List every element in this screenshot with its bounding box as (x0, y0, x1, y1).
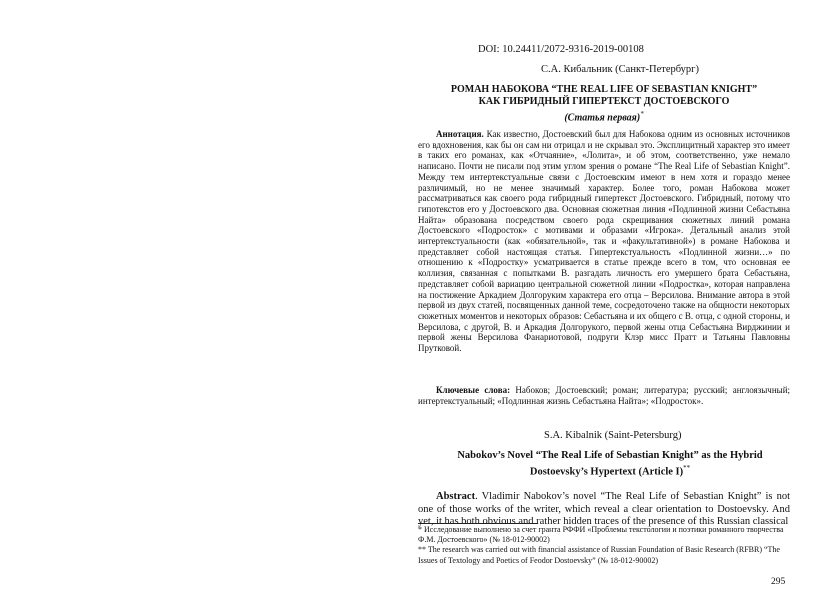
title-ru-line2: КАК ГИБРИДНЫЙ ГИПЕРТЕКСТ ДОСТОЕВСКОГО (478, 96, 730, 107)
journal-page (418, 0, 820, 609)
footnote-divider (418, 523, 538, 524)
title-en-line2 (452, 462, 768, 479)
title-ru (418, 84, 790, 124)
subtitle-ru-text: (Статья первая) (564, 112, 641, 124)
abstract-ru-text: Как известно, Достоевский был для Набокова одним из основных источников его вдохновения, как бы он сам ни отрицал и не скрывал это. Эксплицитный характер это имеет в таких его романах, как «Отчаяние», «Лолита», и об этом, соответственно, уже немало написано. Почти не писали под этим углом зрения о романе “The Real Life of Sebastian Knight”. Между тем интертекстуальные связи с Достоевским имеют в нем хотя и гораздо менее различимый, но не менее значимый характер. Более того, роман Набокова может рассматриваться как своего рода гибридный гипертекст Достоевского. Гибридный, потому что гипотекстов его у Достоевского два. Основная сюжетная линия «Подлинной жизни Себастьяна Найта» образована посредством своего рода скрещивания сюжетных линий романа Достоевского «Подросток» с мотивами и образами «Игрока». Детальный анализ этой интертекстуальности (как «обязательной», так и «факультативной») в романе Набокова и представляет собой настоящая статья. Гипертекстуальность «Подлинной жизни…» по отношению к «Подростку» усматривается в статье прежде всего в том, что основная ее коллизия, связанная с попытками В. разгадать личность его умершего брата Себастьяна, представляет собой вариацию центральной сюжетной линии «Подростка», которая направлена на постижение Аркадием Долгоруким характера его отца – Версилова. Внимание автора в этой первой из двух статей, посвященных данной теме, сосредоточено также на общности некоторых сюжетных моментов и некоторых образов: Себастьяна и их общего с В. отца, с одной стороны, и Версилова, с другой, В. и Аркадия Долгорукого, первой жены отца Себастьяна Вирджинии и первой жены Версилова Фанариотовой, подруги Клэр мисс Пратт и Татьяны Павловны Прутковой. (418, 129, 790, 354)
footnote-en-grant: ** The research was carried out with financial assistance of Russian Foundation of Basic Research (RFBR) “The Issues of Textology and Poetics of Feodor Dostoevsky” (№ 18-012-90002) (418, 545, 780, 565)
author-ru: С.А. Кибальник (Санкт-Петербург) (541, 64, 699, 75)
subtitle-ru (418, 108, 790, 124)
keywords-ru-text: Набоков; Достоевский; роман; литература; русский; англоязычный; интертекстуальный; «Подлинная жизнь Себастьяна Найта»; «Подросток». (418, 385, 791, 406)
author-en: S.A. Kibalnik (Saint-Petersburg) (544, 430, 682, 441)
keywords-ru (418, 385, 790, 406)
doi-line: DOI: 10.24411/2072-9316-2019-00108 (478, 44, 644, 55)
title-en (452, 449, 768, 479)
title-en-line2-text: Dostoevsky’s Hypertext (Article I) (529, 466, 684, 478)
title-en-line1: Nabokov’s Novel “The Real Life of Sebastian Knight” as the Hybrid (457, 450, 763, 461)
keywords-ru-label: Ключевые слова: (436, 385, 511, 395)
footnote-mark-ru: * (640, 110, 644, 118)
abstract-ru (418, 129, 790, 354)
footnotes (418, 525, 790, 566)
footnote-mark-en: ** (683, 464, 691, 472)
footnote-ru-grant: * Исследование выполнено за счет гранта РФФИ «Проблемы текстологии и поэтики романного творчества Ф.М. Достоевского» (№ 18-012-90002) (418, 525, 784, 545)
abstract-ru-label: Аннотация. (436, 129, 484, 139)
abstract-en-label: Abstract (436, 491, 476, 502)
abstract-en-text: . Vladimir Nabokov’s novel “The Real Life of Sebastian Knight” is not one of those works of the writer, which reveal a clear orientation to Dostoevsky. And yet, it has both obvious and rather hidden traces of the presence of this Russian classical (418, 491, 790, 528)
page-number: 295 (771, 577, 786, 587)
title-ru-line1: РОМАН НАБОКОВА “THE REAL LIFE OF SEBASTIAN KNIGHT” (450, 84, 758, 95)
